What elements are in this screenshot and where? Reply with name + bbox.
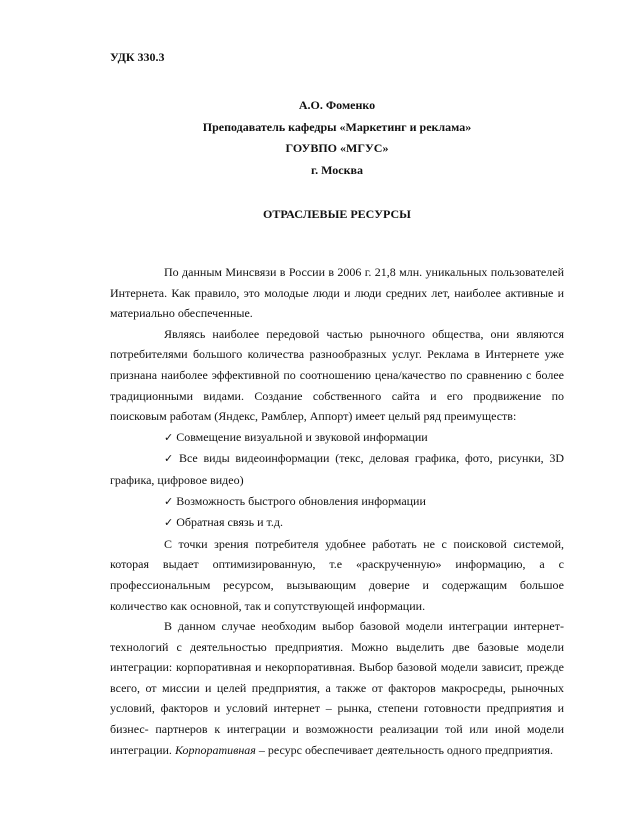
paragraph-3: С точки зрения потребителя удобнее работать не с поисковой системой, которая выдает оптимизированную, т.е «раскрученную» информацию, а с профессиональным ресурсом, вызывающим доверие и содержащим большое количество как основной, так и сопутствующей информации. [110,536,564,613]
paragraph-2: Являясь наиболее передовой частью рыночного общества, они являются потребителями большого количества разнообразных услуг. Реклама в Интернете уже признана наиболее эффективной по соотношению цена/качество по сравнению с более традиционными видами. Создание собственного сайта и его продвижение по поисковым работам (Яндекс, Рамблер, Аппорт) имеет целый ряд преимуществ: [110,326,564,424]
check-mark-icon: ✓ [164,516,174,530]
bullet-item [110,491,564,513]
bullet-text: Возможность быстрого обновления информации [176,493,426,508]
bullet-text: Обратная связь и т.д. [176,515,283,530]
author-block [110,95,564,181]
bullet-item [110,448,564,490]
city: г. Москва [311,162,363,177]
paragraph-4-end: – ресурс обеспечивает деятельность одного предприятия. [255,742,553,757]
article-body [110,262,564,760]
author-name: А.О. Фоменко [298,98,376,112]
article-title: ОТРАСЛЕВЫЕ РЕСУРСЫ [263,207,411,221]
term-corporate: Корпоративная [174,742,256,757]
check-mark-icon: ✓ [164,430,174,444]
check-mark-icon: ✓ [164,452,176,466]
udc-code: УДК 330.3 [110,50,165,64]
paragraph-1: По данным Минсвязи в России в 2006 г. 21,8 млн. уникальных пользователей Интернета. Как правило, это молодые люди и люди средних лет, наиболее активные и материально обеспеченные. [110,265,564,321]
bullet-text: Совмещение визуальной и звуковой информации [176,429,428,444]
paragraph-4 [110,616,564,760]
paragraph-4-start: В данном случае необходим выбор базовой модели интеграции интернет-технологий с деятельностью предприятия. Можно выделить две базовые модели интеграции: корпоративная и некорпоративная. Выбор базовой модели зависит, прежде всего, от миссии и целей предприятия, а также от факторов макросреды, рыночных условий, факторов и условий интернет – рынка, степени готовности предприятия и бизнес- партнеров к интеграции и возможности реализации той или иной модели интеграции. [110,619,564,757]
bullet-text: Все виды видеоинформации (текс, деловая графика, фото, рисунки, 3D графика, цифровое видео) [110,451,565,487]
bullet-item [110,427,564,449]
check-mark-icon: ✓ [164,494,174,508]
bullet-item [110,512,564,534]
author-position: Преподаватель кафедры «Маркетинг и реклама» [202,119,472,134]
organization: ГОУВПО «МГУС» [285,141,389,155]
